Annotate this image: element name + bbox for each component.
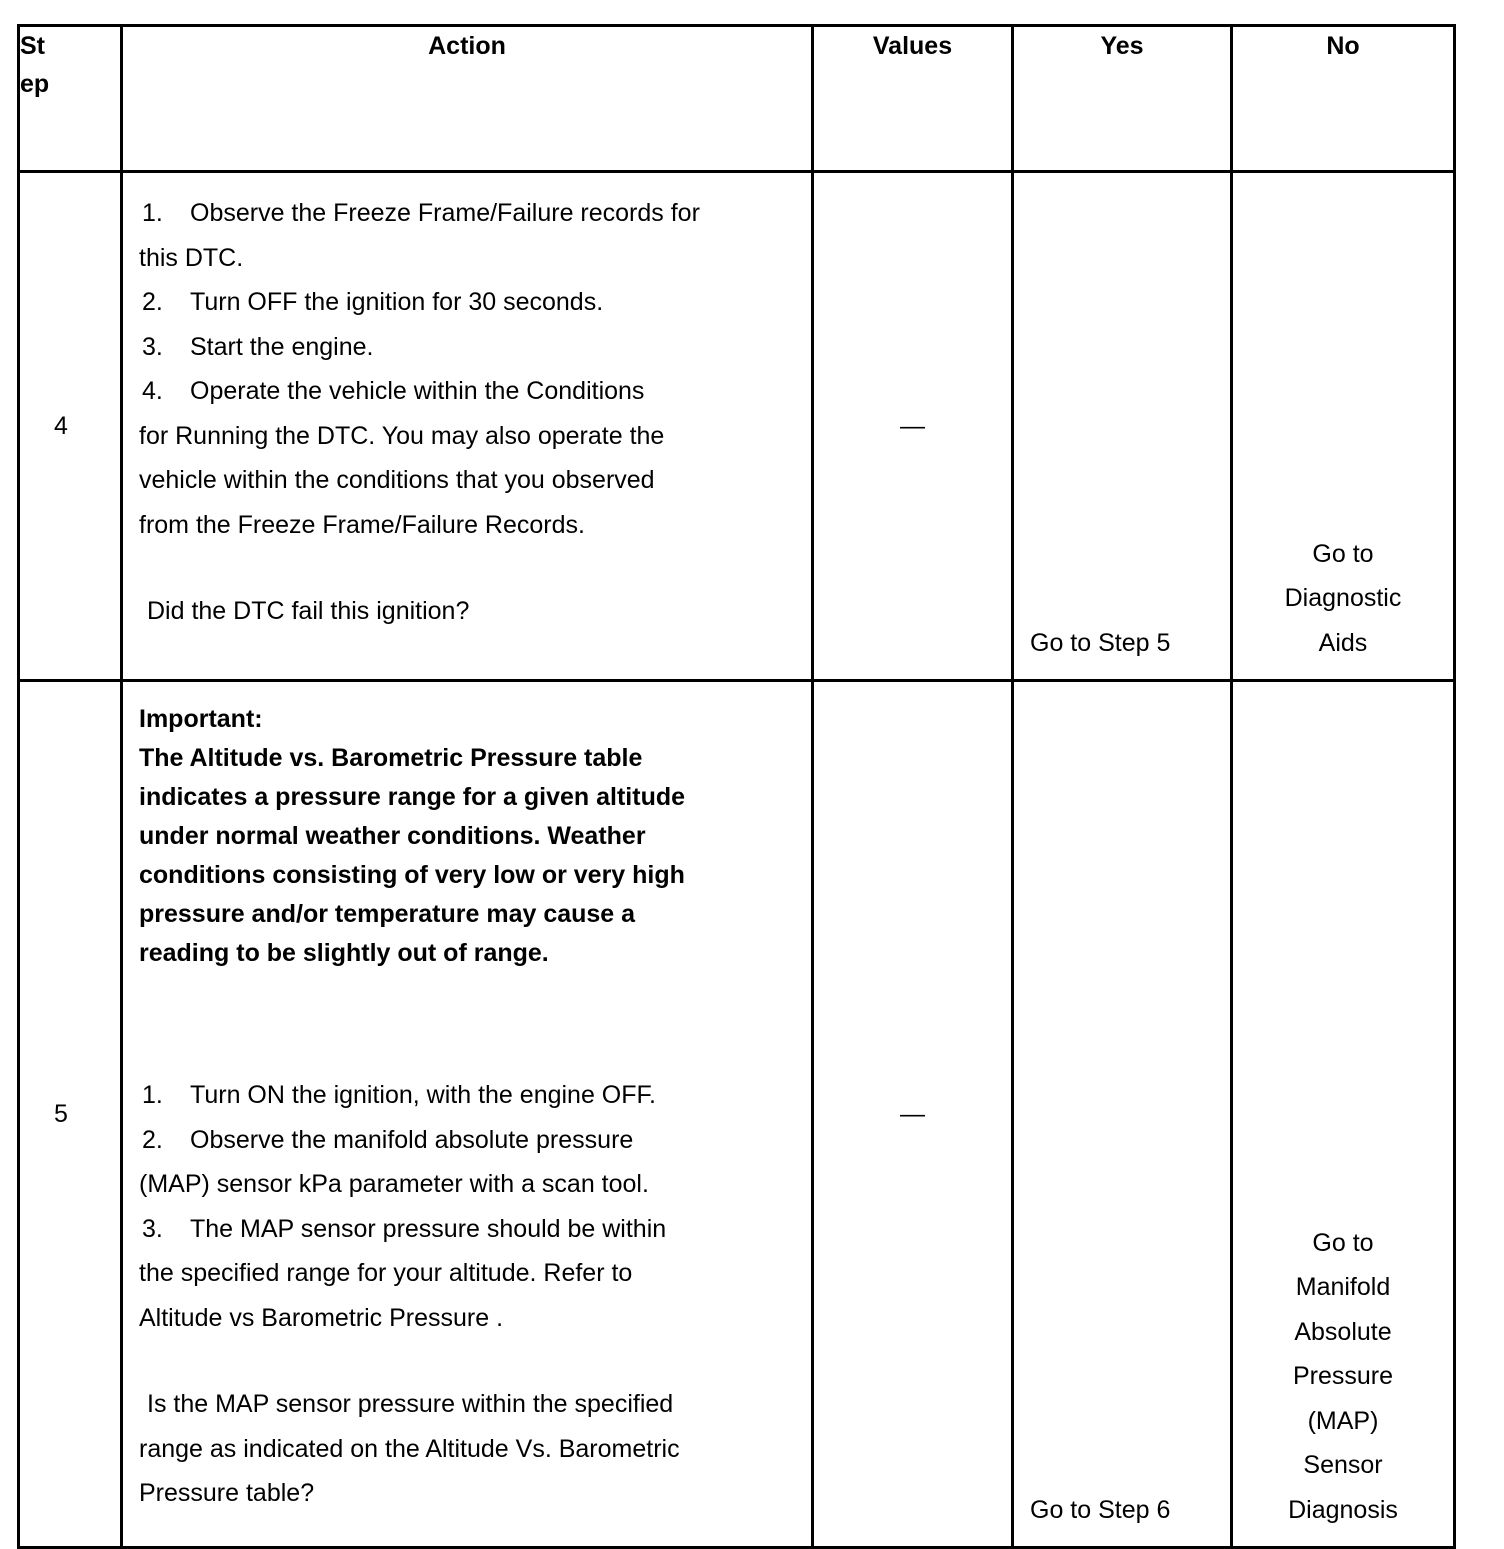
action-cell bbox=[122, 172, 813, 681]
header-action: Action bbox=[122, 26, 813, 172]
question: Did the DTC fail this ignition? bbox=[147, 597, 470, 625]
question-continuation: range as indicated on the Altitude Vs. Barometric bbox=[139, 1434, 680, 1463]
no-line: (MAP) bbox=[1307, 1406, 1379, 1435]
no-line: Go to bbox=[1312, 1228, 1374, 1257]
values-cell: — bbox=[813, 172, 1013, 681]
list-item-continuation: vehicle within the conditions that you observed bbox=[139, 466, 655, 494]
important-line: under normal weather conditions. Weather bbox=[139, 822, 646, 850]
header-step-line1: St bbox=[20, 32, 45, 60]
question: Is the MAP sensor pressure within the specified bbox=[147, 1390, 674, 1418]
list-item: 2. Observe the manifold absolute pressure bbox=[142, 1125, 634, 1154]
header-values: Values bbox=[813, 26, 1013, 172]
no-cell bbox=[1232, 172, 1455, 681]
yes-cell: Go to Step 5 bbox=[1013, 172, 1232, 681]
header-step bbox=[19, 26, 122, 172]
important-label: Important: bbox=[139, 705, 263, 733]
no-line: Pressure bbox=[1292, 1362, 1394, 1390]
question-continuation: Pressure table? bbox=[139, 1479, 315, 1507]
no-line: Manifold bbox=[1295, 1273, 1391, 1301]
list-item: 2. Turn OFF the ignition for 30 seconds. bbox=[142, 288, 604, 316]
step-number: 4 bbox=[19, 172, 122, 681]
important-line: reading to be slightly out of range. bbox=[139, 939, 549, 967]
important-line: pressure and/or temperature may cause a bbox=[139, 900, 636, 928]
table-row-step-4 bbox=[19, 172, 1455, 681]
no-line: Aids bbox=[1318, 628, 1368, 657]
no-cell bbox=[1232, 681, 1455, 1548]
header-row bbox=[19, 26, 1455, 172]
values-cell: — bbox=[813, 681, 1013, 1548]
list-item: 3. Start the engine. bbox=[142, 332, 374, 361]
no-line: Sensor bbox=[1303, 1451, 1383, 1479]
header-step-line2: ep bbox=[20, 70, 50, 98]
step-number: 5 bbox=[19, 681, 122, 1548]
important-line: indicates a pressure range for a given altitude bbox=[139, 783, 686, 811]
no-line: Diagnostic bbox=[1284, 584, 1402, 612]
list-item-continuation: Altitude vs Barometric Pressure . bbox=[139, 1303, 504, 1332]
important-line: conditions consisting of very low or very high bbox=[139, 861, 685, 889]
list-item: 3. The MAP sensor pressure should be within bbox=[142, 1214, 667, 1243]
action-cell bbox=[122, 681, 813, 1548]
list-item: 1. Turn ON the ignition, with the engine OFF. bbox=[142, 1081, 656, 1109]
important-note bbox=[139, 700, 791, 973]
list-item-continuation: this DTC. bbox=[139, 243, 244, 272]
header-yes: Yes bbox=[1013, 26, 1232, 172]
yes-cell: Go to Step 6 bbox=[1013, 681, 1232, 1548]
list-item-continuation: the specified range for your altitude. Refer to bbox=[139, 1259, 633, 1287]
list-item-continuation: (MAP) sensor kPa parameter with a scan tool. bbox=[139, 1170, 649, 1198]
list-item: 4. Operate the vehicle within the Conditions bbox=[142, 377, 645, 405]
list-item: 1. Observe the Freeze Frame/Failure records for bbox=[142, 199, 700, 227]
list-item-continuation: from the Freeze Frame/Failure Records. bbox=[139, 510, 585, 539]
header-no: No bbox=[1232, 26, 1455, 172]
list-item-continuation: for Running the DTC. You may also operate the bbox=[139, 421, 665, 450]
no-line: Absolute bbox=[1294, 1317, 1392, 1346]
table-row-step-5 bbox=[19, 681, 1455, 1548]
diagnostic-table bbox=[17, 24, 1456, 1549]
no-line: Diagnosis bbox=[1288, 1495, 1398, 1524]
no-line: Go to bbox=[1312, 539, 1374, 568]
important-line: The Altitude vs. Barometric Pressure table bbox=[139, 744, 643, 772]
